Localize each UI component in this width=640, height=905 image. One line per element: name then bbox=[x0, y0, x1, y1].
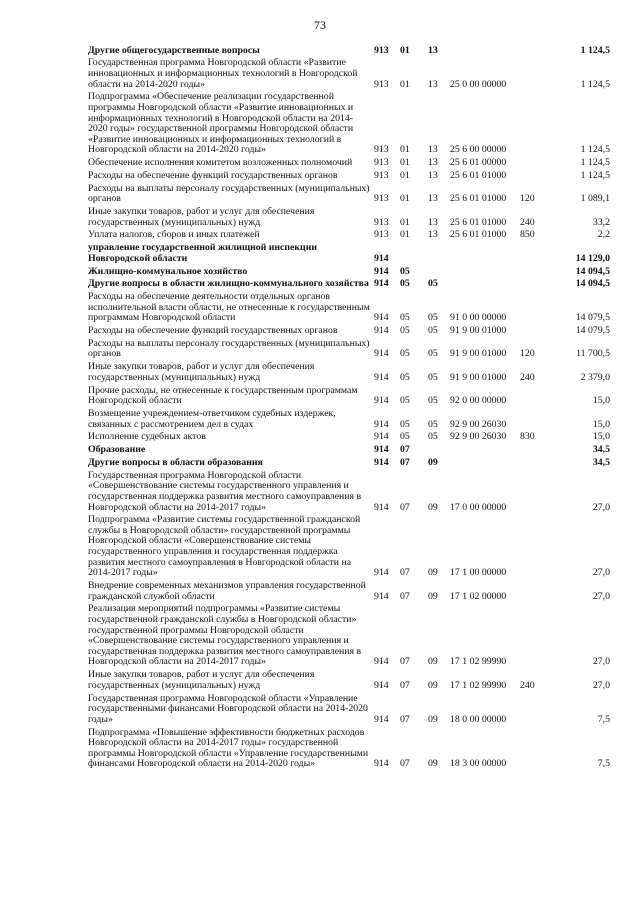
table-row bbox=[88, 514, 610, 580]
expense-name: Образование bbox=[88, 444, 146, 456]
expense-type-code bbox=[520, 384, 548, 407]
expense-name: Иные закупки товаров, работ и услуг для обеспечения государственных (муниципальных) нужд bbox=[88, 206, 315, 228]
department-code: 914 bbox=[374, 444, 389, 456]
subsection-code: 13 bbox=[428, 229, 438, 241]
expense-type-code bbox=[520, 44, 548, 57]
table-row bbox=[88, 669, 610, 692]
department-code: 914 bbox=[374, 567, 389, 579]
expense-name: Подпрограмма «Повышение эффективности бюджетных расходов Новгородской области на 2014-2017 годы» государственной программы Новгородской области «Управление государственными финансами Новгородской области на 2014-2020 годы» bbox=[88, 726, 369, 770]
subsection-code: 13 bbox=[428, 157, 438, 169]
section-code: 05 bbox=[400, 348, 410, 360]
section-code: 01 bbox=[400, 157, 410, 169]
expense-type-code: 240 bbox=[520, 679, 535, 691]
table-row bbox=[88, 157, 610, 170]
subsection-code: 05 bbox=[428, 395, 438, 407]
expense-type-code bbox=[520, 242, 548, 265]
section-code: 01 bbox=[400, 216, 410, 228]
amount: 1 124,5 bbox=[580, 78, 610, 90]
amount: 11 700,5 bbox=[576, 348, 610, 360]
target-item-code: 18 0 00 00000 bbox=[450, 713, 507, 725]
target-item-code: 17 1 00 00000 bbox=[450, 567, 507, 579]
expense-type-code: 830 bbox=[520, 431, 535, 443]
expense-name: Расходы на выплаты персоналу государственных (муниципальных) органов bbox=[88, 182, 370, 205]
section-code: 07 bbox=[400, 501, 410, 513]
expense-type-code: 120 bbox=[520, 348, 535, 360]
table-row bbox=[88, 579, 610, 602]
expense-name: Подпрограмма «Развитие системы государственной гражданской службы в Новгородской области» государственной программы Новгородской области «Совершенствование системы государственного управления и государственная поддержка развития местного самоуправления в Новгородской области на 2014-2017 годы» bbox=[88, 514, 361, 579]
table-row bbox=[88, 431, 610, 444]
table-row bbox=[88, 44, 610, 57]
section-code: 05 bbox=[400, 395, 410, 407]
table-row bbox=[88, 407, 610, 430]
target-item-code: 91 9 00 01000 bbox=[450, 348, 507, 360]
expense-type-code bbox=[520, 291, 548, 325]
table-row bbox=[88, 692, 610, 726]
subsection-code: 13 bbox=[428, 193, 438, 205]
table-row bbox=[88, 469, 610, 514]
target-item-code: 17 1 02 00000 bbox=[450, 590, 507, 602]
amount: 1 089,1 bbox=[580, 193, 610, 205]
expense-type-code bbox=[520, 726, 548, 771]
department-code: 913 bbox=[374, 193, 389, 205]
section-code: 05 bbox=[400, 325, 410, 337]
subsection-code: 05 bbox=[428, 278, 438, 290]
section-code: 07 bbox=[400, 656, 410, 668]
target-item-code bbox=[450, 242, 520, 265]
expense-name: Возмещение учреждением-ответчиком судебных издержек, связанных с рассмотрением дел в судах bbox=[88, 408, 336, 430]
amount: 27,0 bbox=[592, 656, 610, 668]
table-row bbox=[88, 265, 610, 278]
expense-type-code bbox=[520, 169, 548, 182]
table-row bbox=[88, 205, 610, 228]
section-code: 01 bbox=[400, 169, 410, 181]
amount: 7,5 bbox=[597, 758, 610, 770]
target-item-code bbox=[450, 278, 520, 291]
amount: 15,0 bbox=[592, 431, 610, 443]
department-code: 914 bbox=[374, 656, 389, 668]
department-code: 914 bbox=[374, 758, 389, 770]
amount: 2 379,0 bbox=[580, 371, 610, 383]
expense-name: Другие вопросы в области жилищно-коммунального хозяйства bbox=[88, 278, 369, 290]
target-item-code bbox=[450, 265, 520, 278]
subsection-code: 05 bbox=[428, 431, 438, 443]
target-item-code: 91 0 00 00000 bbox=[450, 312, 507, 324]
department-code: 913 bbox=[374, 157, 389, 169]
expense-type-code bbox=[520, 514, 548, 580]
expense-type-code bbox=[520, 603, 548, 669]
table-row bbox=[88, 444, 610, 457]
subsection-code: 09 bbox=[428, 656, 438, 668]
target-item-code: 92 9 00 26030 bbox=[450, 418, 507, 430]
table-row bbox=[88, 169, 610, 182]
table-row bbox=[88, 456, 610, 469]
table-row bbox=[88, 337, 610, 360]
table-row bbox=[88, 726, 610, 771]
table-row bbox=[88, 242, 610, 265]
budget-table bbox=[88, 44, 610, 770]
amount: 1 124,5 bbox=[580, 157, 610, 169]
amount: 1 124,5 bbox=[580, 169, 610, 181]
department-code: 914 bbox=[374, 312, 389, 324]
subsection-code: 09 bbox=[428, 590, 438, 602]
table-row bbox=[88, 229, 610, 242]
subsection-code: 13 bbox=[428, 44, 438, 56]
department-code: 914 bbox=[374, 713, 389, 725]
department-code: 914 bbox=[374, 431, 389, 443]
expense-name: Подпрограмма «Обеспечение реализации государственной программы Новгородской области «Развитие инновационных и информационных технологий в Новгородской области на 2014-2020 годы» государственной программы Новгородской области «Развитие инновационных и информационных технологий в Новгородской области на 2014-2020 годы» bbox=[88, 91, 354, 156]
target-item-code: 25 0 00 00000 bbox=[450, 78, 507, 90]
amount: 14 079,5 bbox=[575, 312, 610, 324]
amount: 27,0 bbox=[592, 679, 610, 691]
department-code: 914 bbox=[374, 395, 389, 407]
amount: 14 079,5 bbox=[575, 325, 610, 337]
expense-type-code bbox=[520, 278, 548, 291]
section-code: 01 bbox=[400, 229, 410, 241]
table-row bbox=[88, 57, 610, 91]
table-row bbox=[88, 325, 610, 338]
expense-type-code bbox=[520, 91, 548, 157]
expense-name: Расходы на обеспечение функций государственных органов bbox=[88, 325, 338, 337]
subsection-code: 13 bbox=[428, 78, 438, 90]
expense-name: Другие общегосударственные вопросы bbox=[88, 44, 260, 56]
expense-name: Уплата налогов, сборов и иных платежей bbox=[88, 229, 260, 241]
section-code: 05 bbox=[400, 371, 410, 383]
department-code: 913 bbox=[374, 169, 389, 181]
subsection-code bbox=[428, 242, 450, 265]
subsection-code: 09 bbox=[428, 713, 438, 725]
subsection-code: 05 bbox=[428, 325, 438, 337]
department-code: 914 bbox=[374, 501, 389, 513]
table-row bbox=[88, 278, 610, 291]
target-item-code bbox=[450, 456, 520, 469]
amount: 2,2 bbox=[597, 229, 610, 241]
subsection-code: 09 bbox=[428, 456, 438, 468]
expense-name: Исполнение судебных актов bbox=[88, 431, 206, 443]
subsection-code bbox=[428, 444, 450, 457]
department-code: 914 bbox=[374, 371, 389, 383]
section-code: 05 bbox=[400, 312, 410, 324]
subsection-code bbox=[428, 265, 450, 278]
table-row bbox=[88, 182, 610, 205]
expense-name: Другие вопросы в области образования bbox=[88, 456, 263, 468]
section-code: 07 bbox=[400, 758, 410, 770]
target-item-code: 25 6 01 01000 bbox=[450, 216, 507, 228]
expense-name: Расходы на обеспечение деятельности отдельных органов исполнительной власти области, не отнесенные к государственным программам Новгородской области bbox=[88, 291, 370, 324]
section-code: 07 bbox=[400, 713, 410, 725]
expense-type-code bbox=[520, 469, 548, 514]
expense-type-code: 240 bbox=[520, 216, 535, 228]
table-row bbox=[88, 91, 610, 157]
table-row bbox=[88, 361, 610, 384]
amount: 1 124,5 bbox=[580, 44, 610, 56]
section-code: 07 bbox=[400, 444, 410, 456]
amount: 14 094,5 bbox=[575, 278, 610, 290]
amount: 33,2 bbox=[592, 216, 610, 228]
department-code: 914 bbox=[374, 456, 389, 468]
target-item-code: 91 9 00 01000 bbox=[450, 371, 507, 383]
table-row bbox=[88, 384, 610, 407]
section-code: 07 bbox=[400, 456, 410, 468]
expense-name: Иные закупки товаров, работ и услуг для обеспечения государственных (муниципальных) нужд bbox=[88, 361, 315, 383]
amount: 15,0 bbox=[592, 418, 610, 430]
target-item-code: 25 6 01 01000 bbox=[450, 193, 507, 205]
target-item-code: 92 0 00 00000 bbox=[450, 395, 507, 407]
department-code: 913 bbox=[374, 144, 389, 156]
expense-name: Реализация мероприятий подпрограммы «Развитие системы государственной гражданской службы в Новгородской области» государственной программы Новгородской области «Совершенствование системы государственного управления и государственная поддержка развития местного самоуправления в Новгородской области на 2014-2017 годы» bbox=[88, 603, 362, 668]
page-number: 73 bbox=[314, 18, 326, 32]
department-code: 914 bbox=[374, 325, 389, 337]
subsection-code: 13 bbox=[428, 216, 438, 228]
subsection-code: 05 bbox=[428, 348, 438, 360]
section-code: 01 bbox=[400, 193, 410, 205]
section-code bbox=[400, 242, 428, 265]
target-item-code: 91 9 00 01000 bbox=[450, 325, 507, 337]
subsection-code: 05 bbox=[428, 312, 438, 324]
subsection-code: 09 bbox=[428, 501, 438, 513]
target-item-code bbox=[450, 444, 520, 457]
department-code: 913 bbox=[374, 44, 389, 56]
subsection-code: 13 bbox=[428, 144, 438, 156]
expense-type-code: 850 bbox=[520, 229, 535, 241]
department-code: 914 bbox=[374, 265, 389, 277]
expense-type-code bbox=[520, 692, 548, 726]
target-item-code: 18 3 00 00000 bbox=[450, 758, 507, 770]
expense-name: Внедрение современных механизмов управления государственной гражданской службой области bbox=[88, 580, 366, 602]
expense-type-code bbox=[520, 57, 548, 91]
expense-type-code bbox=[520, 325, 548, 338]
target-item-code: 92 9 00 26030 bbox=[450, 431, 507, 443]
section-code: 05 bbox=[400, 431, 410, 443]
target-item-code: 17 1 02 99990 bbox=[450, 656, 507, 668]
subsection-code: 13 bbox=[428, 169, 438, 181]
amount: 14 129,0 bbox=[575, 252, 610, 264]
subsection-code: 09 bbox=[428, 758, 438, 770]
department-code: 914 bbox=[374, 278, 389, 290]
subsection-code: 05 bbox=[428, 371, 438, 383]
target-item-code: 17 0 00 00000 bbox=[450, 501, 507, 513]
expense-name: Государственная программа Новгородской области «Совершенствование системы государственного управления и государственная поддержка развития местного самоуправления в Новгородской области на 2014-2017 годы» bbox=[88, 469, 362, 513]
section-code: 01 bbox=[400, 78, 410, 90]
expense-name: Обеспечение исполнения комитетом возложенных полномочий bbox=[88, 157, 353, 169]
department-code: 913 bbox=[374, 216, 389, 228]
amount: 27,0 bbox=[592, 567, 610, 579]
department-code: 914 bbox=[374, 418, 389, 430]
expense-name: Расходы на выплаты персоналу государственных (муниципальных) органов bbox=[88, 337, 370, 360]
expense-type-code bbox=[520, 456, 548, 469]
section-code: 05 bbox=[400, 265, 410, 277]
amount: 34,5 bbox=[592, 456, 610, 468]
target-item-code: 17 1 02 99990 bbox=[450, 679, 507, 691]
amount: 7,5 bbox=[597, 713, 610, 725]
department-code: 914 bbox=[374, 348, 389, 360]
table-row bbox=[88, 603, 610, 669]
expense-name: Государственная программа Новгородской области «Развитие инновационных и информационных технологий в Новгородской области на 2014-2020 годы» bbox=[88, 57, 358, 90]
department-code: 913 bbox=[374, 78, 389, 90]
expense-name: Иные закупки товаров, работ и услуг для обеспечения государственных (муниципальных) нужд bbox=[88, 669, 315, 691]
expense-name: Жилищно-коммунальное хозяйство bbox=[88, 265, 248, 277]
subsection-code: 09 bbox=[428, 567, 438, 579]
expense-type-code: 120 bbox=[520, 193, 535, 205]
amount: 15,0 bbox=[592, 395, 610, 407]
amount: 1 124,5 bbox=[580, 144, 610, 156]
expense-name: Расходы на обеспечение функций государственных органов bbox=[88, 169, 338, 181]
amount: 27,0 bbox=[592, 501, 610, 513]
table-row bbox=[88, 291, 610, 325]
expense-type-code bbox=[520, 265, 548, 278]
section-code: 07 bbox=[400, 679, 410, 691]
target-item-code: 25 6 01 01000 bbox=[450, 229, 507, 241]
amount: 27,0 bbox=[592, 590, 610, 602]
amount: 14 094,5 bbox=[575, 265, 610, 277]
expense-type-code bbox=[520, 579, 548, 602]
expense-name: Прочие расходы, не отнесенные к государственным программам Новгородской области bbox=[88, 384, 358, 407]
department-code: 914 bbox=[374, 252, 389, 264]
target-item-code: 25 6 01 01000 bbox=[450, 169, 507, 181]
expense-name: Государственная программа Новгородской области «Управление государственными финансами Новгородской области на 2014-2020 годы» bbox=[88, 692, 368, 725]
section-code: 05 bbox=[400, 418, 410, 430]
target-item-code: 25 6 00 00000 bbox=[450, 144, 507, 156]
section-code: 07 bbox=[400, 567, 410, 579]
expense-type-code bbox=[520, 444, 548, 457]
section-code: 07 bbox=[400, 590, 410, 602]
section-code: 01 bbox=[400, 144, 410, 156]
expense-name: управление государственной жилищной инспекции Новгородской области bbox=[88, 242, 317, 264]
expense-type-code bbox=[520, 157, 548, 170]
section-code: 05 bbox=[400, 278, 410, 290]
expense-type-code: 240 bbox=[520, 371, 535, 383]
amount: 34,5 bbox=[592, 444, 610, 456]
department-code: 914 bbox=[374, 590, 389, 602]
table-body bbox=[88, 44, 610, 770]
section-code: 01 bbox=[400, 44, 410, 56]
target-item-code bbox=[450, 44, 520, 57]
subsection-code: 09 bbox=[428, 679, 438, 691]
subsection-code: 05 bbox=[428, 418, 438, 430]
department-code: 913 bbox=[374, 229, 389, 241]
target-item-code: 25 6 01 00000 bbox=[450, 157, 507, 169]
expense-type-code bbox=[520, 407, 548, 430]
department-code: 914 bbox=[374, 679, 389, 691]
